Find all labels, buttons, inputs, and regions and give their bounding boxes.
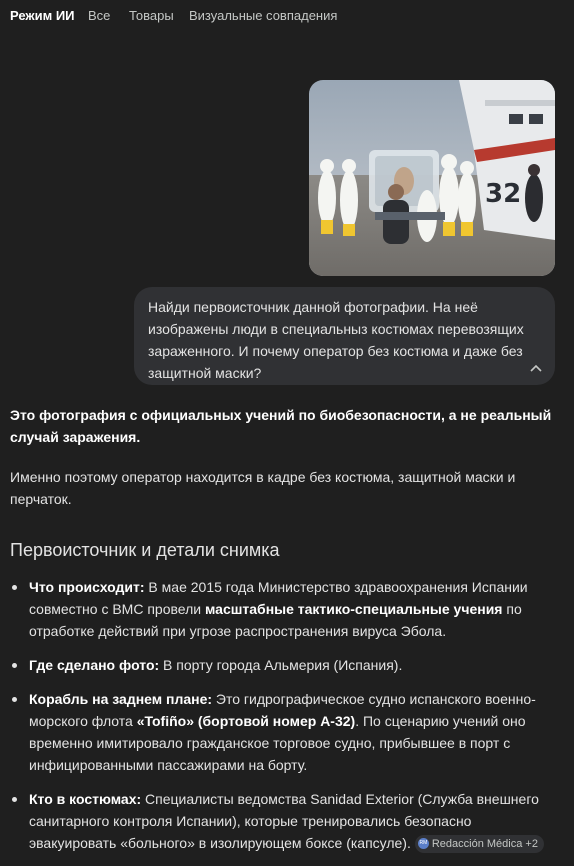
bullet-emphasis: «Tofiño» (бортовой номер A-32) [136, 713, 356, 729]
list-item-where [10, 654, 558, 676]
tab-visual-matches[interactable]: Визуальные совпадения [189, 8, 338, 23]
bullet-emphasis: масштабные тактико-специальные учения [204, 601, 503, 617]
bullet-label: Кто в костюмах: [29, 791, 142, 807]
section-heading: Первоисточник и детали снимка [10, 540, 280, 560]
bullet-text: Это гидрографическое судно испанского военно-морского флота [29, 691, 536, 729]
bullet-label: Корабль на заднем плане: [29, 691, 213, 707]
mode-tabs [0, 0, 574, 34]
bullet-label: Что происходит: [29, 579, 145, 595]
bullet-text: по отработке действий при угрозе распространения вируса Эбола. [29, 601, 522, 639]
list-item-what [10, 576, 558, 642]
query-image[interactable] [309, 80, 555, 276]
source-logo-icon: RM [418, 838, 429, 849]
bullet-text: Специалисты ведомства Sanidad Exterior (Служба внешнего санитарного контроля Испании), которые тренировались безопасно эвакуировать «больного» в изолирующем боксе (капсуле). [29, 791, 539, 851]
tab-all[interactable]: Все [88, 8, 111, 23]
tab-products[interactable]: Товары [129, 8, 174, 23]
ai-answer [10, 404, 558, 866]
list-item-who [10, 788, 558, 854]
bullet-text: В порту города Альмерия (Испания). [159, 657, 403, 673]
answer-lead: Это фотография с официальных учений по биобезопасности, а не реальный случай заражения. [10, 407, 552, 445]
answer-paragraph: Именно поэтому оператор находится в кадре без костюма, защитной маски и перчаток. [10, 469, 516, 507]
source-chip-label: Redacción Médica +2 [431, 838, 538, 851]
user-query-text: Найди первоисточник данной фотографии. На неё изображены люди в специальныз костюмах перевозящих зараженного. И почему оператор без костюма и даже без защитной маски? [148, 299, 524, 381]
list-item-ship [10, 688, 558, 776]
chevron-up-icon[interactable] [529, 362, 543, 376]
source-chip[interactable] [415, 835, 544, 853]
tab-ai-mode[interactable]: Режим ИИ [10, 8, 75, 23]
svg-text:32: 32 [485, 179, 522, 209]
details-list [10, 576, 558, 854]
bullet-text: . По сценарию учений оно временно имитировало гражданское торговое судно, прибывшее в порт с инфицированными пассажирами на борту. [29, 713, 526, 773]
query-photo-illustration [309, 80, 555, 276]
bullet-label: Где сделано фото: [29, 657, 160, 673]
user-query-bubble [134, 287, 555, 385]
bullet-text: В мае 2015 года Министерство здравоохранения Испании совместно с ВМС провели [29, 579, 528, 617]
